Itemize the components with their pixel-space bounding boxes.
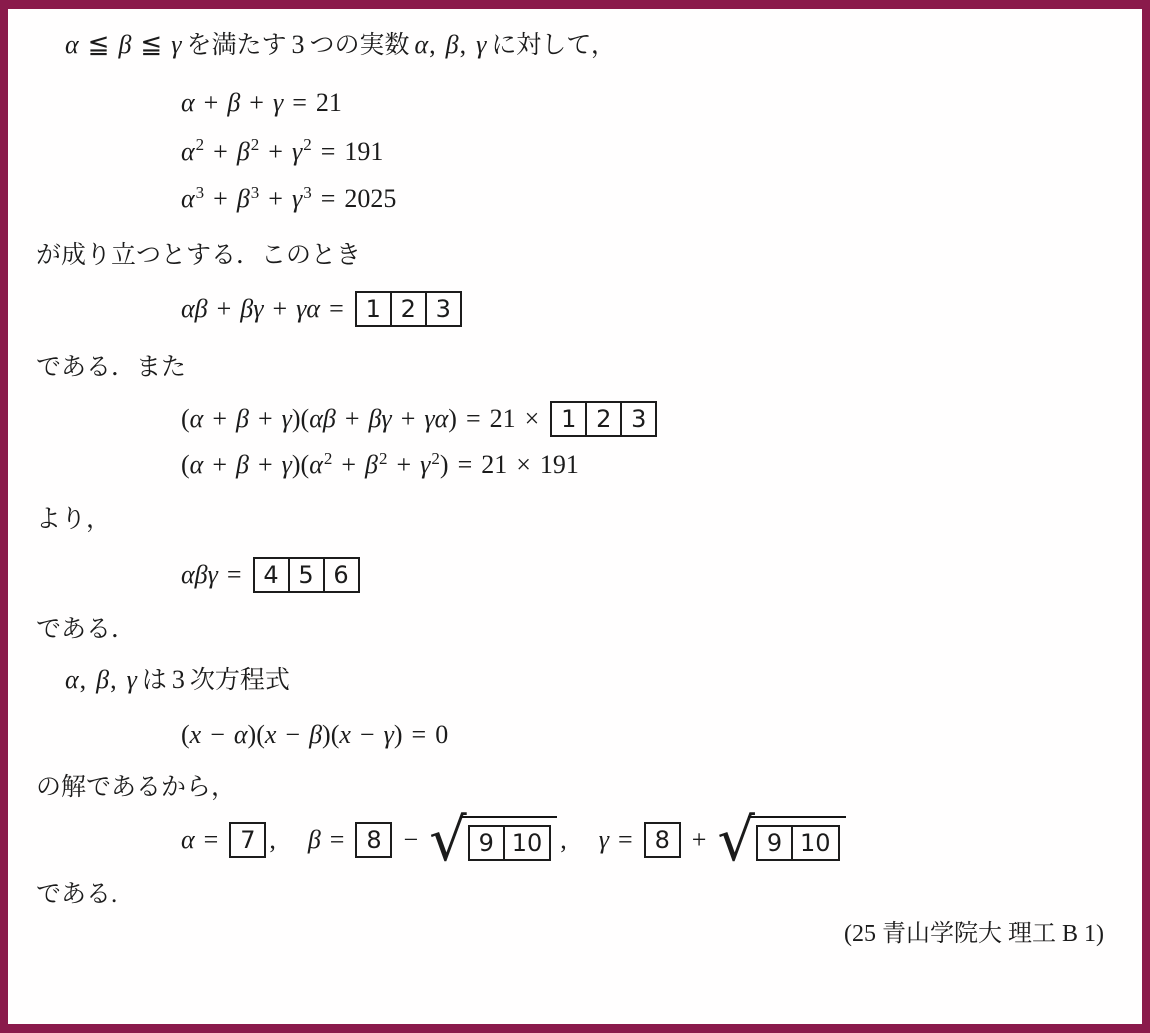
math-comma: , [269,825,276,855]
math-variable: x [189,720,202,750]
math-operator: = [329,293,344,323]
math-superscript: 3 [250,182,260,202]
square-root [429,804,557,874]
math-paren: ( [181,720,190,750]
math-variable: x [264,720,277,750]
math-variable: β [236,403,249,433]
math-operator: ≦ [140,30,163,59]
math-operator: + [257,450,273,480]
answer-box-cell: 1 [355,291,392,327]
math-paren: ( [181,403,190,433]
eq-sym2 [36,291,1106,329]
math-operator: + [344,403,360,433]
math-superscript: 2 [378,448,388,468]
line-dearu-mata: である．また [36,354,187,382]
answer-box-cell: 9 [756,825,793,861]
math-variable: αβγ [181,559,218,589]
answer-box-cell: 10 [503,825,552,861]
math-operator: = [618,825,633,855]
japanese-text: 次方程式 [189,666,290,694]
answer-box-cell: 4 [253,557,290,593]
problem-content [8,9,1142,1024]
math-variable: αβ [181,293,208,323]
math-operator: + [400,403,416,433]
math-variable: α [181,825,195,855]
eq-abg [36,557,1106,595]
answer-box-cell: 7 [229,822,266,858]
radicand [460,816,558,863]
math-variable: βγ [368,403,392,433]
math-operator: + [212,403,227,433]
math-variable: β [236,450,249,480]
math-operator: + [341,450,357,480]
answer-box-cell: 3 [620,401,657,437]
math-operator: = [292,87,307,117]
math-variable: β [309,720,323,750]
math-paren: ) [448,403,457,433]
math-operator: + [216,293,232,323]
math-variable: γα [424,403,449,433]
math-operator: = [411,720,427,750]
line-attribution: (25 青山学院大 理工 B 1) [844,920,1104,947]
radical-icon: √ [429,804,467,874]
math-operator: + [268,184,283,214]
math-paren: )( [291,450,310,480]
math-operator: − [359,720,375,750]
math-operator: + [691,825,707,855]
math-operator: = [329,825,345,855]
math-superscript: 2 [195,135,205,155]
math-comma: , [79,664,87,694]
math-operator: + [203,87,219,117]
answer-box-group [355,822,392,858]
math-variable: β [118,30,132,59]
math-operator: − [403,825,419,855]
line-dearu2: である. [36,880,118,908]
math-variable: $\beta^3$ [236,182,260,214]
math-comma: , [560,825,567,855]
answer-box-group [550,401,657,437]
math-variable: β [96,664,110,694]
math-variable: x [339,720,351,750]
line-yori: より， [36,505,112,533]
line-no-kai: の解であるから， [36,774,237,802]
japanese-text: つの実数 [309,32,410,59]
math-variable: γ [383,720,394,750]
math-variable: γ [272,87,284,117]
line-dearu1: である． [36,615,137,643]
math-variable: α [189,403,204,433]
eq-prod1 [36,401,1106,439]
math-variable: $\beta^2$ [236,135,260,166]
answer-box-group [355,291,462,327]
math-operator: = [457,450,473,480]
math-superscript: 3 [195,182,205,202]
line-holds: が成り立つとする．このとき [36,242,362,269]
math-variable: $\gamma^3$ [291,182,312,214]
math-variable: α [181,87,195,117]
answer-box-cell: 3 [425,291,462,327]
math-variable: $\gamma^2$ [291,135,312,166]
answer-box-cell: 10 [791,825,840,861]
math-variable: β [227,87,241,117]
line-intro [36,27,1106,63]
answer-box-cell: 2 [390,291,427,327]
math-superscript: 2 [250,135,260,155]
math-variable: α [65,30,79,59]
answer-box-cell: 6 [323,557,360,593]
math-paren: ) [439,450,449,480]
answer-box-cell: 5 [288,557,325,593]
math-variable: βγ [240,293,264,323]
answer-box-group [253,557,360,593]
answer-box-cell: 8 [644,822,681,858]
math-operator: − [285,720,301,750]
eq-roots [36,804,1106,874]
problem-body [36,27,1106,912]
math-paren: )( [291,403,310,433]
math-operator: = [320,136,336,166]
math-operator: ≦ [87,30,110,59]
math-variable: $\alpha^3$ [181,182,205,214]
math-operator: + [396,450,412,480]
math-number: 0 [435,720,449,750]
math-number: 3 [171,664,185,694]
math-paren: )( [247,720,265,750]
math-operator: + [249,87,264,117]
eq-sum1 [36,85,1106,121]
math-variable: αβ [309,403,336,433]
japanese-text: に対して， [491,32,616,59]
math-operator: × [524,403,540,433]
math-operator: = [226,559,242,589]
japanese-text: は [141,666,167,694]
answer-box-group [756,825,840,861]
math-variable: γα [296,293,321,323]
math-operator: + [257,403,273,433]
math-variable: γ [281,403,292,433]
answer-box-cell: 9 [468,825,505,861]
math-comma: , [429,30,436,59]
math-operator: = [203,825,219,855]
math-number: 191 [344,136,384,166]
math-operator: − [210,720,225,750]
square-root [717,804,845,874]
math-operator: + [213,136,228,166]
answer-box-cell: 8 [355,822,392,858]
math-operator: × [516,450,531,480]
math-number: 3 [291,30,305,59]
math-number: 21 [489,403,516,433]
math-operator: + [213,184,228,214]
math-operator: + [272,293,288,323]
math-number: 21 [315,87,342,117]
math-number: 2025 [344,184,397,214]
answer-box-cell: 2 [585,401,622,437]
math-variable: γ [281,450,292,480]
japanese-text: を満たす [186,32,287,59]
eq-cubic [36,717,1106,753]
math-superscript: 3 [303,182,312,202]
math-variable: $\alpha^2$ [309,448,333,480]
math-variable: $\gamma^2$ [420,448,440,480]
math-paren: )( [322,720,340,750]
line-cubic-intro [36,662,1106,698]
math-variable: γ [126,664,137,694]
math-comma: , [110,664,117,694]
math-superscript: 2 [431,448,440,468]
answer-box-cell: 1 [550,401,587,437]
answer-box-group [229,822,266,858]
math-variable: $\beta^2$ [365,448,388,480]
math-variable: β [445,30,459,59]
radicand [748,816,846,863]
math-variable: α [65,664,79,694]
math-variable: γ [171,30,182,59]
math-operator: = [465,403,481,433]
math-variable: $\alpha^2$ [181,135,205,166]
math-variable: α [189,450,204,480]
math-comma: , [459,30,467,59]
math-superscript: 2 [323,448,333,468]
math-number: 21 [481,450,508,480]
math-variable: α [233,720,248,750]
math-variable: α [414,30,429,59]
math-operator: + [212,450,227,480]
math-superscript: 2 [303,135,312,155]
math-paren: ) [393,720,403,750]
answer-box-group [644,822,681,858]
math-variable: γ [598,825,610,855]
math-operator: + [268,136,283,166]
eq-sum2 [36,134,1106,170]
math-number: 191 [539,450,579,480]
eq-sum3 [36,181,1106,217]
radical-icon: √ [717,804,755,874]
math-variable: β [307,825,321,855]
math-paren: ( [181,450,190,480]
answer-box-group [468,825,552,861]
math-operator: = [320,184,336,214]
math-variable: γ [476,30,487,59]
eq-prod2 [36,447,1106,483]
